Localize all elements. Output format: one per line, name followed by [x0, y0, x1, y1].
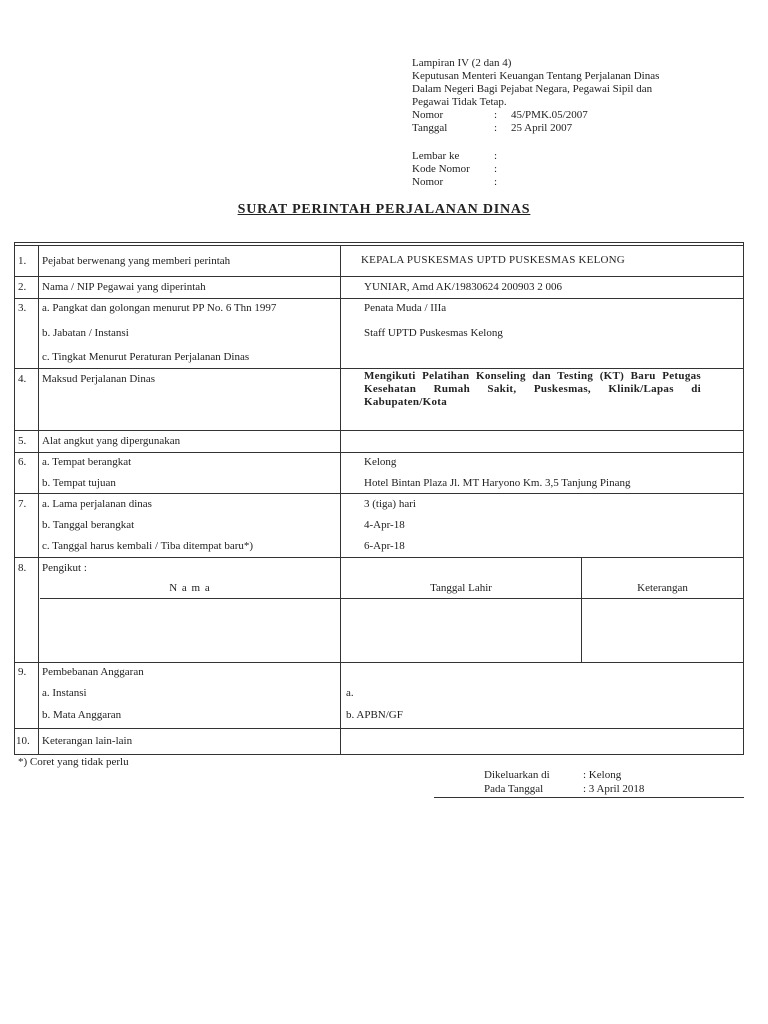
keputusan-line-3: Pegawai Tidak Tetap. — [412, 96, 507, 108]
footnote: *) Coret yang tidak perlu — [18, 756, 129, 768]
row-3b-value: Staff UPTD Puskesmas Kelong — [364, 327, 503, 339]
row-6b-label: b. Tempat tujuan — [42, 477, 116, 489]
row-4-value: Mengikuti Pelatihan Konseling dan Testing (KT) Baru Petugas Kesehatan Rumah Sakit, Puskesmas, Klinik/Lapas di Kabupaten/Kota — [364, 370, 701, 408]
row-7b-label: b. Tanggal berangkat — [42, 519, 135, 531]
tanggal-value: 25 April 2007 — [511, 122, 573, 134]
lampiran-text: Lampiran IV (2 dan 4) — [412, 57, 512, 69]
kode-nomor-label: Kode Nomor — [412, 163, 470, 175]
row-9b-label: b. Mata Anggaran — [42, 709, 122, 721]
row-9-label: Pembebanan Anggaran — [42, 666, 144, 678]
row-5-label: Alat angkut yang dipergunakan — [42, 435, 181, 447]
row-9-number: 9. — [18, 666, 27, 678]
row-7c-label: c. Tanggal harus kembali / Tiba ditempat baru*) — [42, 540, 254, 552]
lembar-colon: : — [494, 150, 498, 162]
row-6a-value: Kelong — [364, 456, 397, 468]
dikeluarkan-label: Dikeluarkan di — [484, 769, 550, 781]
row-5-number: 5. — [18, 435, 27, 447]
row-9b-value: b. APBN/GF — [346, 709, 403, 721]
row-10-label: Keterangan lain-lain — [42, 735, 133, 747]
pengikut-nama-header: N a m a — [169, 582, 211, 594]
row-divider — [14, 452, 744, 453]
row-divider — [14, 298, 744, 299]
pada-tanggal-label: Pada Tanggal — [484, 783, 544, 795]
row-7-number: 7. — [18, 498, 27, 510]
nomor-label: Nomor — [412, 109, 444, 121]
dikeluarkan-value: : Kelong — [583, 769, 622, 781]
pengikut-column-divider — [581, 557, 582, 663]
row-3-number: 3. — [18, 302, 27, 314]
row-6b-value: Hotel Bintan Plaza Jl. MT Haryono Km. 3,5 Tanjung Pinang — [364, 477, 631, 489]
pada-tanggal-value: : 3 April 2018 — [583, 783, 645, 795]
row-2-value: YUNIAR, Amd AK/19830624 200903 2 006 — [364, 281, 563, 293]
table-bottom-line — [14, 754, 744, 755]
row-3a-value: Penata Muda / IIIa — [364, 302, 447, 314]
nomor2-colon: : — [494, 176, 498, 188]
lembar-label: Lembar ke — [412, 150, 460, 162]
row-7a-label: a. Lama perjalanan dinas — [42, 498, 152, 510]
row-1-value: KEPALA PUSKESMAS UPTD PUSKESMAS KELONG — [361, 254, 625, 266]
issued-underline — [434, 797, 744, 798]
pengikut-tanggal-lahir-header: Tanggal Lahir — [430, 582, 492, 594]
nomor-value: 45/PMK.05/2007 — [511, 109, 588, 121]
table-top-line-double — [14, 245, 744, 246]
row-divider — [14, 276, 744, 277]
row-3b-label: b. Jabatan / Instansi — [42, 327, 129, 339]
row-6-number: 6. — [18, 456, 27, 468]
pengikut-keterangan-header: Keterangan — [637, 582, 688, 594]
tanggal-label: Tanggal — [412, 122, 448, 134]
row-7c-value: 6-Apr-18 — [364, 540, 405, 552]
nomor2-label: Nomor — [412, 176, 444, 188]
row-divider — [14, 368, 744, 369]
row-divider — [14, 430, 744, 431]
row-8-number: 8. — [18, 562, 27, 574]
row-9a-label: a. Instansi — [42, 687, 87, 699]
row-divider — [14, 493, 744, 494]
row-9a-value: a. — [346, 687, 354, 699]
label-value-divider-upper — [340, 245, 341, 558]
keputusan-line-1: Keputusan Menteri Keuangan Tentang Perjalanan Dinas — [412, 70, 660, 82]
keputusan-line-2: Dalam Negeri Bagi Pejabat Negara, Pegawai Sipil dan — [412, 83, 653, 95]
row-7b-value: 4-Apr-18 — [364, 519, 405, 531]
row-divider — [14, 557, 744, 558]
document-title: SURAT PERINTAH PERJALANAN DINAS — [237, 202, 531, 217]
kode-nomor-colon: : — [494, 163, 498, 175]
row-3a-label: a. Pangkat dan golongan menurut PP No. 6 Thn 1997 — [42, 302, 277, 314]
pengikut-column-divider — [340, 557, 341, 663]
number-column-divider — [38, 245, 39, 755]
table-left-border — [14, 242, 15, 755]
label-value-divider-lower — [340, 662, 341, 755]
row-divider — [14, 662, 744, 663]
row-2-label: Nama / NIP Pegawai yang diperintah — [42, 281, 206, 293]
row-divider — [40, 598, 744, 599]
row-2-number: 2. — [18, 281, 27, 293]
row-4-label: Maksud Perjalanan Dinas — [42, 373, 156, 385]
row-1-label: Pejabat berwenang yang memberi perintah — [42, 255, 231, 267]
row-6a-label: a. Tempat berangkat — [42, 456, 132, 468]
table-right-border — [743, 242, 744, 755]
row-1-number: 1. — [18, 255, 27, 267]
row-7a-value: 3 (tiga) hari — [364, 498, 416, 510]
nomor-colon: : — [494, 109, 498, 121]
tanggal-colon: : — [494, 122, 498, 134]
row-8-label: Pengikut : — [42, 562, 87, 574]
row-divider — [14, 728, 744, 729]
row-10-number: 10. — [16, 735, 30, 747]
row-4-number: 4. — [18, 373, 27, 385]
row-3c-label: c. Tingkat Menurut Peraturan Perjalanan Dinas — [42, 351, 250, 363]
table-top-line — [14, 242, 744, 243]
